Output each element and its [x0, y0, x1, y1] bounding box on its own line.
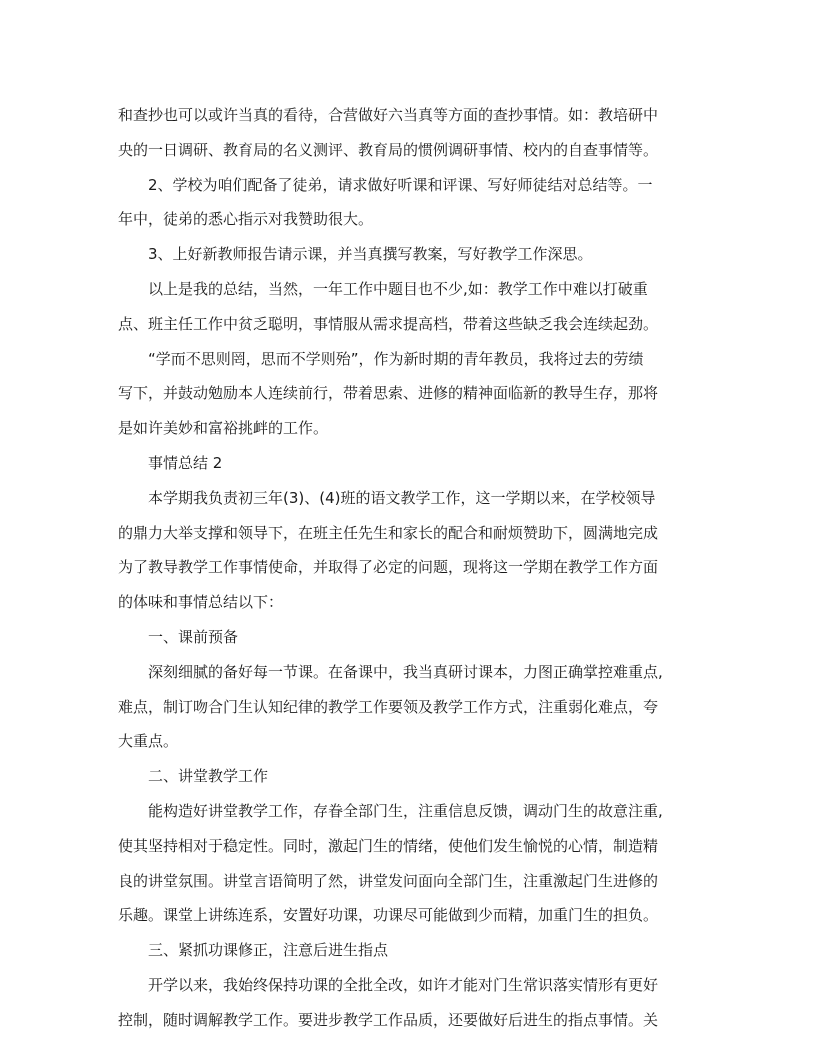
text-line: 点、班主任工作中贫乏聪明，事情服从需求提高档，带着这些缺乏我会连续起劲。 — [118, 314, 659, 333]
text-line: 难点，制订吻合门生认知纪律的教学工作要领及教学工作方式，注重弱化难点，夸 — [118, 697, 659, 716]
text-line: 和查抄也可以或许当真的看待，合营做好六当真等方面的查抄事情。如：教培研中 — [118, 106, 659, 124]
section-heading: 事情总结 2 — [148, 453, 223, 472]
text-line: 控制，随时调解教学工作。要进步教学工作品质，还要做好后进生的指点事情。关 — [118, 1010, 659, 1029]
text-line: 的体味和事情总结以下： — [118, 593, 284, 612]
text-line: 开学以来，我始终保持功课的全批全改，如许才能对门生常识落实情形有更好 — [148, 975, 659, 994]
text-line: 能构造好讲堂教学工作，存眷全部门生，注重信息反馈，调动门生的故意注重, — [148, 801, 663, 820]
section-heading: 一、课前预备 — [148, 627, 239, 646]
text-line: 央的一日调研、教育局的名义测评、教育局的惯例调研事情、校内的自查事情等。 — [118, 140, 659, 159]
document-body — [118, 98, 708, 1038]
text-line: 深刻细腻的备好每一节课。在备课中，我当真研讨课本，力图正确掌控难重点, — [148, 662, 663, 681]
text-line: 以上是我的总结，当然，一年工作中题目也不少,如：教学工作中难以打破重 — [148, 279, 648, 298]
text-line: 写下，并鼓动勉励本人连续前行，带着思索、进修的精神面临新的教导生存，那将 — [118, 384, 659, 403]
section-heading: 三、紧抓功课修正，注意后进生指点 — [148, 941, 389, 960]
text-line: “学而不思则罔，思而不学则殆”，作为新时期的青年教员，我将过去的劳绩 — [148, 349, 644, 368]
text-line: 大重点。 — [118, 732, 179, 751]
text-line: 为了教导教学工作事情使命，并取得了必定的问题，现将这一学期在教学工作方面 — [118, 558, 659, 577]
text-line: 使其坚持相对于稳定性。同时，激起门生的情绪，使他们发生愉悦的心情，制造精 — [118, 836, 659, 855]
text-line: 3、上好新教师报告请示课，并当真撰写教案，写好教学工作深思。 — [148, 245, 593, 264]
text-line: 良的讲堂氛围。讲堂言语简明了然，讲堂发问面向全部门生，注重激起门生进修的 — [118, 871, 659, 890]
text-line: 本学期我负责初三年(3)、(4)班的语文教学工作，这一学期以来，在学校领导 — [148, 488, 656, 507]
text-line: 乐趣。课堂上讲练连系，安置好功课，功课尽可能做到少而精，加重门生的担负。 — [118, 906, 659, 925]
text-line: 的鼎力大举支撑和领导下，在班主任先生和家长的配合和耐烦赞助下，圆满地完成 — [118, 523, 659, 542]
text-line: 2、学校为咱们配备了徒弟，请求做好听课和评课、写好师徒结对总结等。一 — [148, 175, 653, 194]
section-heading: 二、讲堂教学工作 — [148, 767, 269, 786]
text-line: 年中，徒弟的悉心指示对我赞助很大。 — [118, 210, 374, 229]
text-line: 是如许美妙和富裕挑衅的工作。 — [118, 419, 329, 438]
